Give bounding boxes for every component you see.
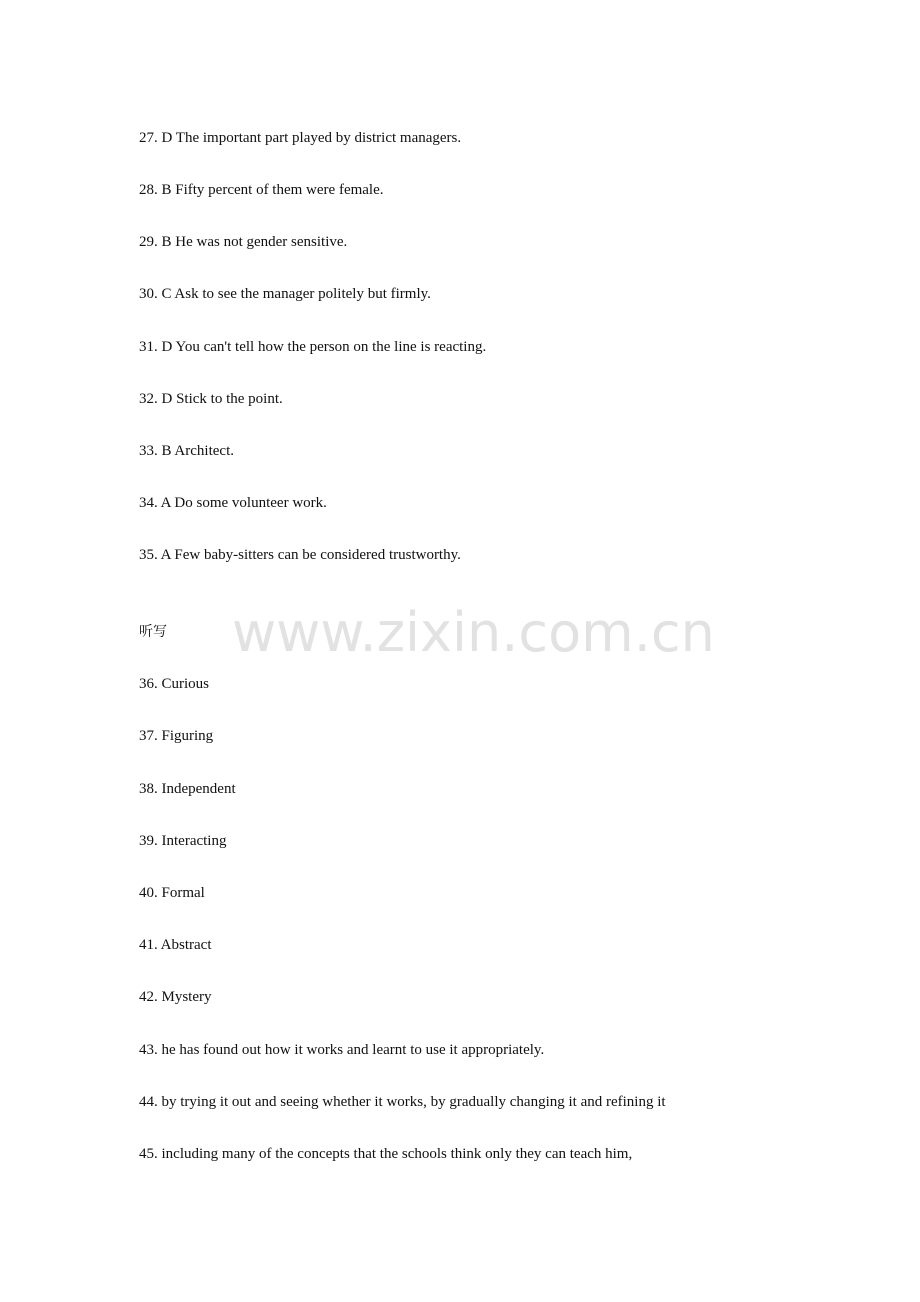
- answer-line-30: 30. C Ask to see the manager politely but firmly.: [139, 286, 431, 302]
- answer-line-29: 29. B He was not gender sensitive.: [139, 234, 348, 250]
- watermark: www.zixin.com.cn: [232, 601, 715, 664]
- answer-line-31: 31. D You can't tell how the person on the line is reacting.: [139, 339, 487, 355]
- answer-line-27: 27. D The important part played by district managers.: [139, 130, 462, 146]
- answer-line-41: 41. Abstract: [139, 937, 212, 953]
- answer-line-39: 39. Interacting: [139, 833, 227, 849]
- section-title: 听写: [139, 624, 167, 640]
- answer-line-37: 37. Figuring: [139, 728, 214, 744]
- answer-line-34: 34. A Do some volunteer work.: [139, 495, 327, 511]
- answer-line-33: 33. B Architect.: [139, 443, 234, 459]
- answer-line-38: 38. Independent: [139, 781, 236, 797]
- answer-line-42: 42. Mystery: [139, 989, 212, 1005]
- answer-line-43: 43. he has found out how it works and learnt to use it appropriately.: [139, 1042, 545, 1058]
- answer-line-36: 36. Curious: [139, 676, 210, 692]
- answer-line-44: 44. by trying it out and seeing whether it works, by gradually changing it and refining it: [139, 1094, 666, 1110]
- answer-line-32: 32. D Stick to the point.: [139, 391, 283, 407]
- answer-line-28: 28. B Fifty percent of them were female.: [139, 182, 384, 198]
- answer-line-40: 40. Formal: [139, 885, 205, 901]
- answer-line-45: 45. including many of the concepts that the schools think only they can teach him,: [139, 1146, 633, 1162]
- answer-line-35: 35. A Few baby-sitters can be considered trustworthy.: [139, 547, 461, 563]
